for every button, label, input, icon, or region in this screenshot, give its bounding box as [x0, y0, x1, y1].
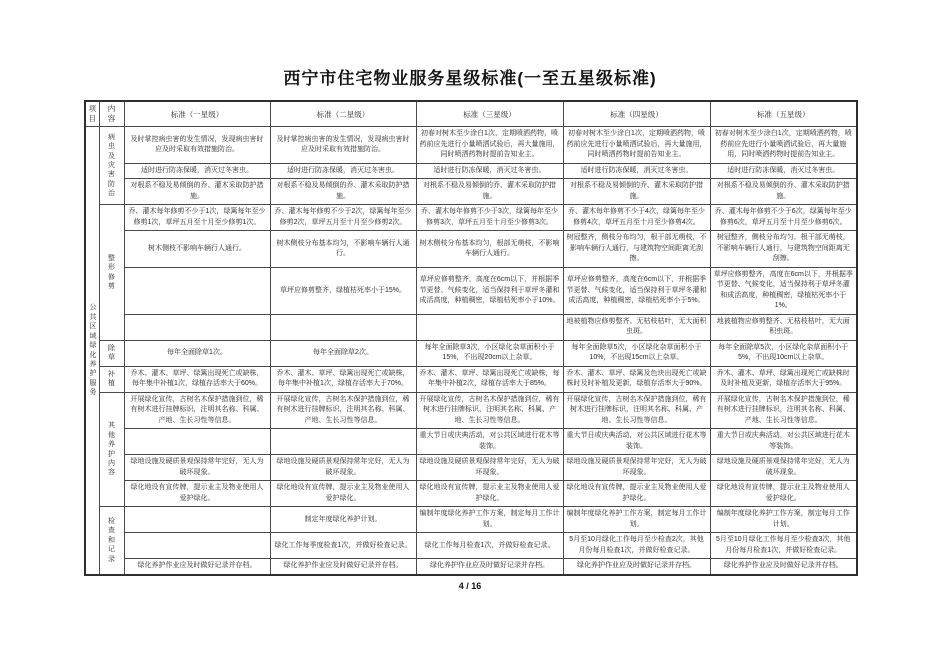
- table-row: [85, 392, 857, 429]
- standard-cell: 绿地设施及硬质景观保持常年完好，无人为破坏现象。: [416, 455, 563, 481]
- standard-cell: 重大节日或庆典活动，对公共区域进行花木等装饰。: [710, 429, 857, 455]
- standard-cell: 草坪应修剪整齐，高度在6cm以下，并根据季节更替、气候变化，适当保持利于草坪冬灌和成活高度，种植稠密，绿植枯死率小于5%。: [563, 267, 710, 314]
- standard-cell: 乔、灌木每年修剪不少于2次，绿篱每年至少修剪2次，草坪五月至十月至少修剪2次。: [270, 205, 416, 231]
- table-row: [85, 507, 857, 533]
- standard-cell: 编制年度绿化养护工作方案，制定每月工作计划。: [563, 507, 710, 533]
- standard-cell: 每年全面除草1次。: [124, 340, 270, 366]
- table-row: [85, 314, 857, 340]
- content-category-label: 补植: [99, 366, 124, 392]
- standard-cell: [124, 533, 270, 559]
- content-category-label: 病虫及灾害防治: [99, 127, 124, 205]
- standard-cell: 对根系不稳及易倾倒的乔、灌木采取防护措施。: [270, 179, 416, 205]
- table-header-row: [85, 101, 857, 127]
- standard-cell: 每年全面除草3次，小区绿化杂草面积小于15%，不出现20cm以上杂草。: [416, 340, 563, 366]
- standard-cell: 初春对树木至少涂白1次，定期喷洒药物，喷药前应先进行小量喷洒试验后，再大量施用，同时喷洒药物时提前告知业主。: [710, 127, 857, 164]
- standard-cell: 绿地设施及硬质景观保持常年完好，无人为破坏现象。: [563, 455, 710, 481]
- column-header: 标准（一星级）: [124, 101, 270, 127]
- standard-cell: 乔、灌木每年修剪不少于6次，绿篱每年至少修剪6次，草坪五月至十月至少修剪6次。: [710, 205, 857, 231]
- standard-cell: 绿化工作每季度检查1次，并做好检查记录。: [270, 533, 416, 559]
- table-row: [85, 340, 857, 366]
- standard-cell: 适时进行防冻保暖，消灭过冬害虫。: [270, 163, 416, 179]
- table-row: [85, 163, 857, 179]
- standard-cell: 对根系不稳及易倾倒的乔、灌木采取防护措施。: [416, 179, 563, 205]
- standard-cell: 乔、灌木每年修剪不少于1次，绿篱每年至少修剪1次，草坪五月至十月至少修剪1次。: [124, 205, 270, 231]
- standard-cell: 绿化养护作业应及时做好记录并存档。: [563, 559, 710, 575]
- table-row: [85, 533, 857, 559]
- standard-cell: 制定年度绿化养护计划。: [270, 507, 416, 533]
- standard-cell: 乔、灌木每年修剪不少于4次，绿篱每年至少修剪4次，草坪五月至十月至少修剪4次。: [563, 205, 710, 231]
- content-category-label: 检查和记录: [99, 507, 124, 575]
- standard-cell: 适时进行防冻保暖，消灭过冬害虫。: [710, 163, 857, 179]
- standard-cell: 草坪应修剪整齐，高度在6cm以下，并根据季节更替、气候变化，适当保持利于草坪冬灌和成活高度，种植稠密，绿植枯死率小于1%。: [710, 267, 857, 314]
- standard-cell: 绿化地设有宣传牌，提示业主及物业使用人爱护绿化。: [124, 481, 270, 507]
- standard-cell: 每年全面除草2次。: [270, 340, 416, 366]
- column-header: 标准（二星级）: [270, 101, 416, 127]
- standard-cell: 乔木、灌木、草坪、绿篱出现死亡或缺株，每年集中补植1次，绿植存活率大于70%。: [270, 366, 416, 392]
- standard-cell: 树冠整齐，侧枝分布均匀，根干部无萌枝，不影响车辆行人通行，与建筑物空间距离无刮擦。: [563, 231, 710, 268]
- table-row: [85, 205, 857, 231]
- standard-cell: 乔木、灌木、草坪、绿篱出现死亡或缺株，每年集中补植1次，绿植存活率大于60%。: [124, 366, 270, 392]
- standards-table: [84, 100, 858, 576]
- standard-cell: 适时进行防冻保暖，消灭过冬害虫。: [563, 163, 710, 179]
- standard-cell: 草坪应修剪整齐，高度在6cm以下，并根据季节更替、气候变化，适当保持利于草坪冬灌和成活高度，种植稠密，绿植枯死率小于10%。: [416, 267, 563, 314]
- standard-cell: 开展绿化宣传，古树名木保护措施到位，稀有树木进行挂牌标识，注明其名称、科属、产地、生长习性等信息。: [416, 392, 563, 429]
- standard-cell: 对根系不稳及易倾倒的乔、灌木采取防护措施。: [710, 179, 857, 205]
- column-header: 标准（五星级）: [710, 101, 857, 127]
- standard-cell: 绿地设施及硬质景观保持常年完好，无人为破坏现象。: [270, 455, 416, 481]
- standard-cell: 树冠整齐，侧枝分布均匀，根干部无萌枝，不影响车辆行人通行，与建筑物空间距离无刮擦。: [710, 231, 857, 268]
- standard-cell: 开展绿化宣传，古树名木保护措施到位，稀有树木进行挂牌标识，注明其名称、科属、产地、生长习性等信息。: [270, 392, 416, 429]
- standard-cell: 绿化养护作业应及时做好记录并存档。: [710, 559, 857, 575]
- standard-cell: 5月至10月绿化工作每月至少检查2次，其他月份每月检查1次，并做好检查记录。: [563, 533, 710, 559]
- standard-cell: 对根系不稳及易倾倒的乔、灌木采取防护措施。: [563, 179, 710, 205]
- page-title: 西宁市住宅物业服务星级标准(一至五星级标准): [283, 69, 657, 88]
- standard-cell: 绿化地设有宣传牌，提示业主及物业使用人爱护绿化。: [563, 481, 710, 507]
- standard-cell: 绿化养护作业应及时做好记录并存档。: [416, 559, 563, 575]
- standard-cell: 初春对树木至少涂白1次，定期喷洒药物，喷药前应先进行小量喷洒试验后，再大量施用，同时喷洒药物时提前告知业主。: [416, 127, 563, 164]
- table-row: [85, 559, 857, 575]
- content-category-label: 整形修剪: [99, 205, 124, 341]
- standard-cell: 树木侧枝分布基本均匀，不影响车辆行人通行。: [270, 231, 416, 268]
- standard-cell: 绿化养护作业应及时做好记录并存档。: [124, 559, 270, 575]
- standard-cell: 绿地设施及硬质景观保持常年完好，无人为破坏现象。: [710, 455, 857, 481]
- standard-cell: 绿化养护作业应及时做好记录并存档。: [270, 559, 416, 575]
- standard-cell: [124, 507, 270, 533]
- standard-cell: [124, 267, 270, 314]
- content-category-label: 其他养护内容: [99, 392, 124, 507]
- standard-cell: 绿化地设有宣传牌，提示业主及物业使用人爱护绿化。: [270, 481, 416, 507]
- table-row: [85, 267, 857, 314]
- table-row: [85, 231, 857, 268]
- standard-cell: 树木侧枝不影响车辆行人通行。: [124, 231, 270, 268]
- standard-cell: 乔、灌木每年修剪不少于3次，绿篱每年至少修剪3次，草坪五月至十月至少修剪3次。: [416, 205, 563, 231]
- table-row: [85, 179, 857, 205]
- standard-cell: 每年全面除草5次，小区绿化杂草面积小于5%，不出现10cm以上杂草。: [710, 340, 857, 366]
- standard-cell: 初春对树木至少涂白1次，定期喷洒药物，喷药前应先进行小量喷洒试验后，再大量施用，同时喷洒药物时提前告知业主。: [563, 127, 710, 164]
- content-category-label: 除草: [99, 340, 124, 366]
- standard-cell: 草坪应修剪整齐，绿植枯死率小于15%。: [270, 267, 416, 314]
- standard-cell: 开展绿化宣传，古树名木保护措施到位，稀有树木进行挂牌标识，注明其名称、科属、产地、生长习性等信息。: [710, 392, 857, 429]
- table-row: [85, 429, 857, 455]
- standard-cell: 及时掌控病虫害的发生情况，发现病虫害时应及时采取有效措施防治。: [270, 127, 416, 164]
- standard-cell: 乔木、灌木、草坪、绿篱出现死亡或缺株时及时补植及更新，绿植存活率大于95%。: [710, 366, 857, 392]
- standard-cell: 乔木、灌木、草坪、绿篱及色块出现死亡或缺株时及时补植及更新，绿植存活率大于90%。: [563, 366, 710, 392]
- standard-cell: 及时掌控病虫害的发生情况，发现病虫害时应及时采取有效措施防治。: [124, 127, 270, 164]
- standard-cell: 绿化工作每月检查1次，并做好检查记录。: [416, 533, 563, 559]
- standard-cell: 适时进行防冻保暖，消灭过冬害虫。: [416, 163, 563, 179]
- standard-cell: 乔木、灌木、草坪、绿篱出现死亡或缺株，每年集中补植2次，绿植存活率大于85%。: [416, 366, 563, 392]
- standard-cell: 地被植物应修剪整齐、无枯枝枯叶，无大面积虫斑。: [710, 314, 857, 340]
- column-header: 内容: [99, 101, 124, 127]
- standard-cell: 绿地设施及硬质景观保持常年完好，无人为破坏现象。: [124, 455, 270, 481]
- standard-cell: 绿化地设有宣传牌，提示业主及物业使用人爱护绿化。: [710, 481, 857, 507]
- standard-cell: 绿化地设有宣传牌，提示业主及物业使用人爱护绿化。: [416, 481, 563, 507]
- column-header: 项目: [85, 101, 99, 127]
- standard-cell: 每年全面除草5次，小区绿化杂草面积小于10%，不出现15cm以上杂草。: [563, 340, 710, 366]
- standard-cell: 重大节日或庆典活动，对公共区域进行花木等装饰。: [563, 429, 710, 455]
- standard-cell: 地被植物应修剪整齐、无枯枝枯叶，无大面积虫斑。: [563, 314, 710, 340]
- standard-cell: 开展绿化宣传，古树名木保护措施到位，稀有树木进行挂牌标识，注明其名称、科属、产地、生长习性等信息。: [124, 392, 270, 429]
- column-header: 标准（四星级）: [563, 101, 710, 127]
- column-header: 标准（三星级）: [416, 101, 563, 127]
- standard-cell: 编制年度绿化养护工作方案，制定每月工作计划。: [416, 507, 563, 533]
- standard-cell: 开展绿化宣传，古树名木保护措施到位，稀有树木进行挂牌标识，注明其名称、科属、产地、生长习性等信息。: [563, 392, 710, 429]
- standard-cell: [124, 429, 270, 455]
- standard-cell: 对根系不稳及易倾倒的乔、灌木采取防护措施。: [124, 179, 270, 205]
- standard-cell: 重大节日或庆典活动，对公共区域进行花木等装饰。: [416, 429, 563, 455]
- standard-cell: 适时进行防冻保暖，消灭过冬害虫。: [124, 163, 270, 179]
- standards-table-body: [85, 127, 857, 575]
- standard-cell: 树木侧枝分布基本均匀，根部无萌枝，不影响车辆行人通行。: [416, 231, 563, 268]
- standard-cell: 5月至10月绿化工作每月至少检查3次，其他月份每月检查1次，并做好检查记录。: [710, 533, 857, 559]
- table-row: [85, 366, 857, 392]
- standard-cell: [270, 429, 416, 455]
- standard-cell: [270, 314, 416, 340]
- standard-cell: [124, 314, 270, 340]
- project-label: 公共区域绿化养护服务: [85, 127, 99, 575]
- page-number: 4 / 16: [458, 581, 482, 591]
- table-row: [85, 127, 857, 164]
- table-row: [85, 481, 857, 507]
- standard-cell: 编制年度绿化养护工作方案，制定每月工作计划。: [710, 507, 857, 533]
- standard-cell: [416, 314, 563, 340]
- table-row: [85, 455, 857, 481]
